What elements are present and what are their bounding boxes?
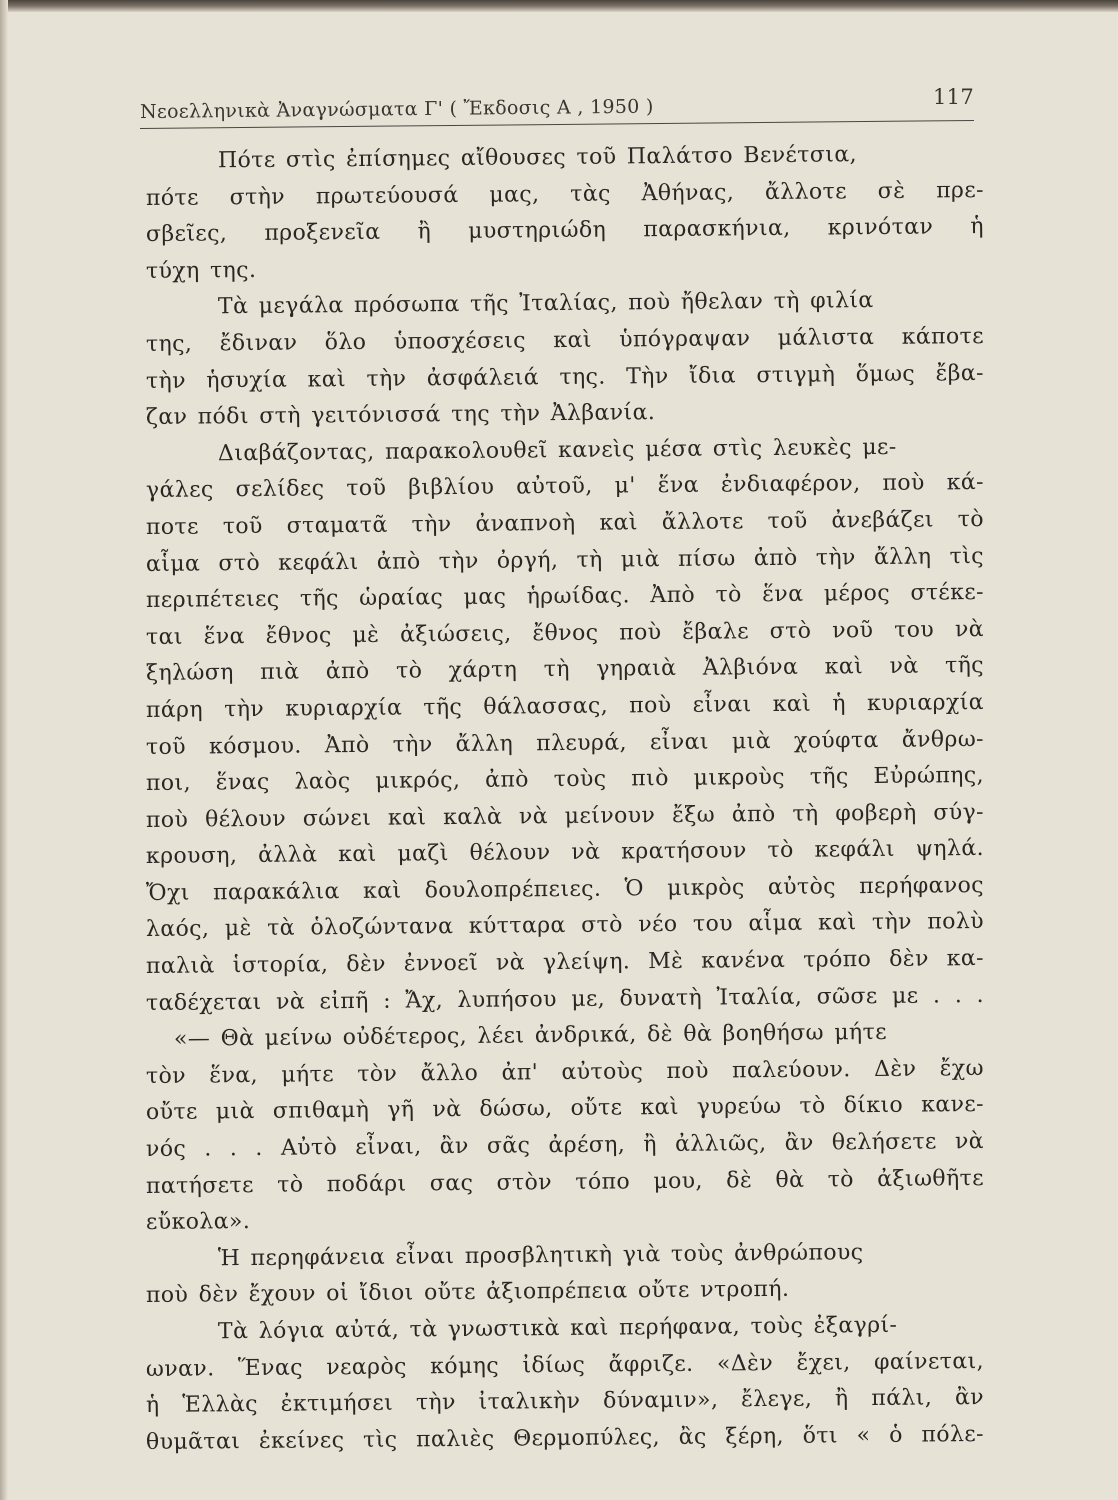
text-line: ται ἕνα ἔθνος μὲ ἀξιώσεις, ἔθνος ποὺ ἔβαλε στὸ νοῦ του νὰ — [145, 616, 985, 650]
text-line: αἷμα στὸ κεφάλι ἀπὸ τὴν ὀργή, τὴ μιὰ πίσω ἀπὸ τὴν ἄλλη τὶς — [145, 543, 985, 577]
text-line: λαός, μὲ τὰ ὁλοζώντανα κύτταρα στὸ νέο του αἷμα καὶ τὴν πολὺ — [145, 909, 985, 943]
text-line: ξηλώση πιὰ ἀπὸ τὸ χάρτη τὴ γηραιὰ Ἀλβιόνα καὶ νὰ τῆς — [145, 653, 985, 687]
text-line: Ὄχι παρακάλια καὶ δουλοπρέπειες. Ὁ μικρὸς αὐτὸς περήφανος — [145, 872, 985, 906]
text-line: ταδέχεται νὰ εἰπῆ : Ἄχ, λυπήσου με, δυνατὴ Ἰταλία, σῶσε με . . . — [145, 982, 985, 1016]
text-line: περιπέτειες τῆς ὡραίας μας ἡρωίδας. Ἀπὸ τὸ ἕνα μέρος στέκε- — [145, 580, 985, 614]
text-line: Διαβάζοντας, παρακολουθεῖ κανεὶς μέσα στὶς λευκὲς με- — [217, 434, 897, 467]
text-line: Ἡ περηφάνεια εἶναι προσβλητικὴ γιὰ τοὺς ἀνθρώπους — [217, 1239, 864, 1272]
running-head — [139, 85, 976, 127]
running-head-title: Νεοελληνικὰ Ἀναγνώσματα Γ' ( Ἔκδοσις Α , 1950 ) — [139, 95, 654, 123]
text-line: «— Θὰ μείνω οὐδέτερος, λέει ἀνδρικά, δὲ θὰ βοηθήσω μήτε — [173, 1020, 888, 1052]
text-line: ζαν πόδι στὴ γειτόνισσά της τὴν Ἀλβανία. — [145, 400, 656, 431]
text-line: γάλες σελίδες τοῦ βιβλίου αὐτοῦ, μ' ἕνα ἐνδιαφέρον, ποὺ κά- — [145, 470, 985, 504]
text-line: θυμᾶται ἐκείνες τὶς παλιὲς Θερμοπύλες, ἂς ξέρη, ὅτι « ὁ πόλε- — [145, 1421, 985, 1455]
text-line: νός . . . Αὐτὸ εἶναι, ἂν σᾶς ἀρέση, ἢ ἀλλιῶς, ἂν θελήσετε νὰ — [145, 1128, 985, 1163]
text-line: της, ἔδιναν ὅλο ὑποσχέσεις καὶ ὑπόγραψαν μάλιστα κάποτε — [145, 323, 985, 357]
text-line: Τὰ λόγια αὐτά, τὰ γνωστικὰ καὶ περήφανα, τοὺς ἐξαγρί- — [217, 1312, 898, 1345]
text-line: πατήσετε τὸ ποδάρι σας στὸν τόπο μου, δὲ θὰ τὸ ἀξιωθῆτε — [145, 1165, 985, 1199]
text-line: παλιὰ ἱστορία, δὲν ἐννοεῖ νὰ γλείψη. Μὲ κανένα τρόπο δὲν κα- — [145, 946, 985, 980]
text-line: σβεῖες, προξενεῖα ἢ μυστηριώδη παρασκήνια, κρινόταν ἡ — [145, 214, 985, 248]
text-line: ἡ Ἑλλὰς ἐκτιμήσει τὴν ἰταλικὴν δύναμιν», ἔλεγε, ἢ πάλι, ἂν — [145, 1385, 985, 1419]
text-line: τοῦ κόσμου. Ἀπὸ τὴν ἄλλη πλευρά, εἶναι μιὰ χούφτα ἄνθρω- — [145, 726, 985, 760]
text-line: ποὺ δὲν ἔχουν οἱ ἴδιοι οὔτε ἀξιοπρέπεια οὔτε ντροπή. — [145, 1277, 790, 1309]
text-line: Τὰ μεγάλα πρόσωπα τῆς Ἰταλίας, ποὺ ἤθελαν τὴ φιλία — [217, 288, 874, 320]
text-line: ποτε τοῦ σταματᾶ τὴν ἀναπνοὴ καὶ ἄλλοτε τοῦ ἀνεβάζει τὸ — [145, 506, 985, 540]
text-line: τὴν ἡσυχία καὶ τὴν ἀσφάλειά της. Τὴν ἴδια στιγμὴ ὅμως ἔβα- — [145, 360, 985, 394]
text-line: οὔτε μιὰ σπιθαμὴ γῆ νὰ δώσω, οὔτε καὶ γυρεύω τὸ δίκιο κανε- — [145, 1092, 985, 1126]
body-text — [146, 144, 984, 1461]
text-line: πότε στὴν πρωτεύουσά μας, τὰς Ἀθήνας, ἄλλοτε σὲ πρε- — [145, 177, 985, 211]
text-line: τύχη της. — [145, 257, 257, 284]
text-line: ωναν. Ἕνας νεαρὸς κόμης ἰδίως ἄφριζε. «Δὲν ἔχει, φαίνεται, — [145, 1348, 985, 1382]
text-line: πάρη τὴν κυριαρχία τῆς θάλασσας, ποὺ εἶναι καὶ ἡ κυριαρχία — [145, 689, 985, 723]
page-number: 117 — [933, 85, 974, 109]
text-line: κρουση, ἀλλὰ καὶ μαζὶ θέλουν νὰ κρατήσουν τὸ κεφάλι ψηλά. — [145, 836, 985, 870]
text-line: ποι, ἕνας λαὸς μικρός, ἀπὸ τοὺς πιὸ μικροὺς τῆς Εὐρώπης, — [145, 763, 985, 797]
text-line: τὸν ἕνα, μήτε τὸν ἄλλο ἀπ' αὐτοὺς ποὺ παλεύουν. Δὲν ἔχω — [145, 1055, 985, 1089]
text-line: Πότε στὶς ἐπίσημες αἴθουσες τοῦ Παλάτσο Βενέτσια, — [217, 142, 858, 174]
text-line: εὔκολα». — [145, 1209, 251, 1236]
text-line: ποὺ θέλουν σώνει καὶ καλὰ νὰ μείνουν ἔξω ἀπὸ τὴ φοβερὴ σύγ- — [145, 799, 985, 833]
